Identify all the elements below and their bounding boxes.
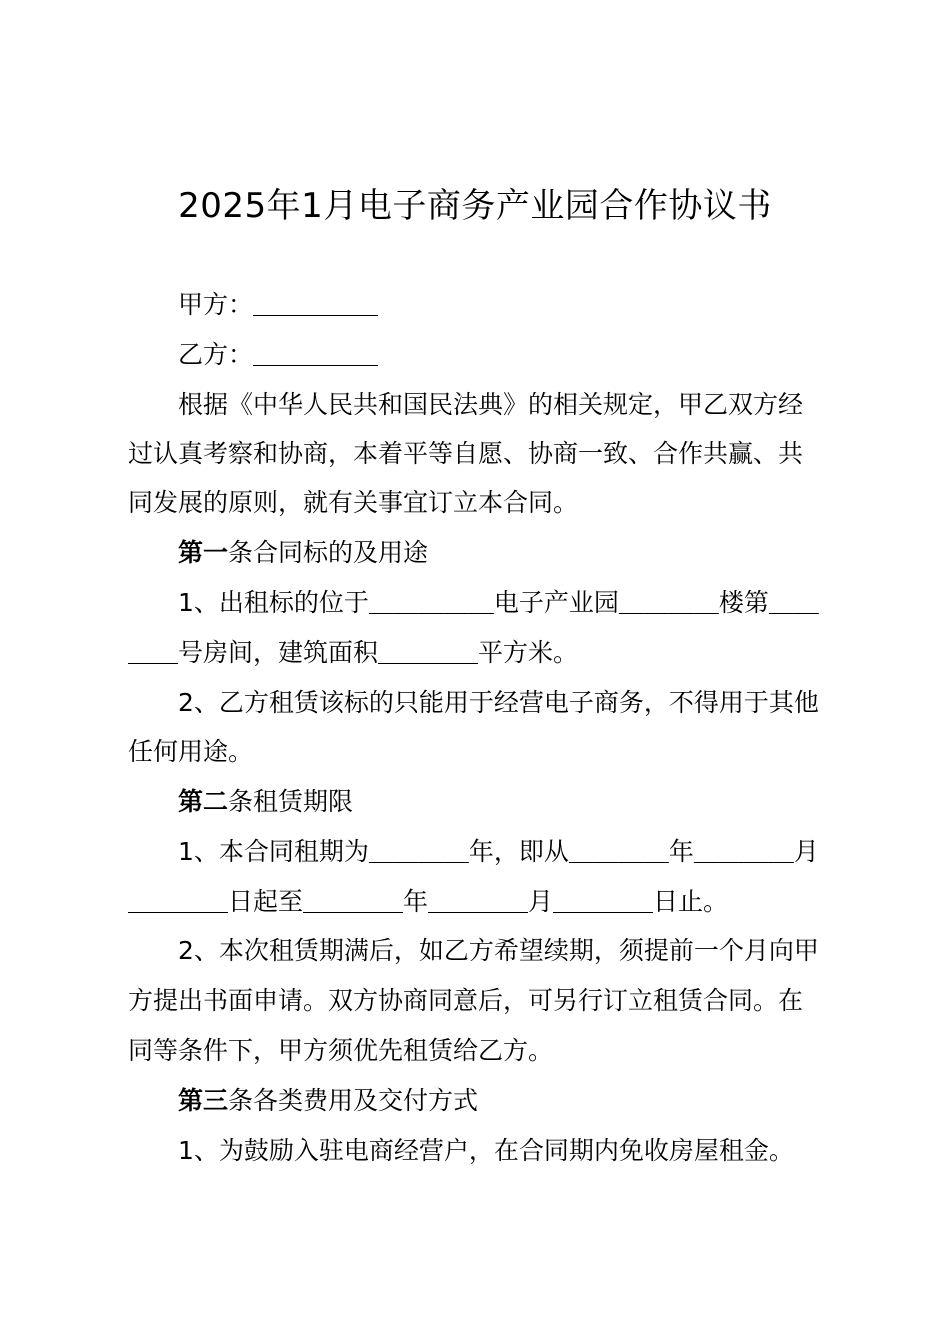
article-2-item-1-line-2: ＿＿＿＿日起至＿＿＿＿年＿＿＿＿月＿＿＿＿日止。 (128, 887, 729, 916)
intro-line-3: 同发展的原则，就有关事宜订立本合同。 (128, 488, 579, 517)
article-1-heading (178, 536, 888, 570)
party-a-line: 甲方：＿＿＿＿＿ (178, 290, 379, 319)
intro-line-2: 过认真考察和协商，本着平等自愿、协商一致、合作共赢、共 (128, 439, 804, 468)
article-1-item-1-line-2: ＿＿号房间，建筑面积＿＿＿＿平方米。 (128, 638, 579, 667)
party-b-line: 乙方：＿＿＿＿＿ (178, 340, 379, 369)
article-1-item-2-line-1: 2、乙方租赁该标的只能用于经营电子商务，不得用于其他 (178, 688, 819, 717)
article-2-item-2-line-3: 同等条件下，甲方须优先租赁给乙方。 (128, 1036, 554, 1065)
intro-line-1: 根据《中华人民共和国民法典》的相关规定，甲乙双方经 (178, 390, 804, 419)
article-1-item-2-line-2: 任何用途。 (128, 737, 254, 766)
article-2-heading (178, 785, 888, 819)
article-3-item-1-line-1: 1、为鼓励入驻电商经营户，在合同期内免收房屋租金。 (178, 1136, 794, 1165)
article-2-item-1-line-1: 1、本合同租期为＿＿＿＿年，即从＿＿＿＿年＿＿＿＿月 (178, 837, 819, 866)
article-2-number: 第二 (178, 787, 229, 816)
article-2-item-2-line-1: 2、本次租赁期满后，如乙方希望续期，须提前一个月向甲 (178, 936, 819, 965)
document-title: 2025年1月电子商务产业园合作协议书 (178, 186, 772, 226)
article-2-item-2-line-2: 方提出书面申请。双方协商同意后，可另行订立租赁合同。在 (128, 986, 804, 1015)
article-1-title: 条合同标的及用途 (228, 538, 429, 567)
article-2-title: 条租赁期限 (228, 787, 354, 816)
article-3-title: 条各类费用及交付方式 (228, 1086, 479, 1115)
article-1-number: 第一 (178, 538, 229, 567)
article-3-number: 第三 (178, 1086, 229, 1115)
article-3-heading (178, 1084, 888, 1118)
article-1-item-1-line-1: 1、出租标的位于＿＿＿＿＿电子产业园＿＿＿＿楼第＿＿ (178, 588, 819, 617)
